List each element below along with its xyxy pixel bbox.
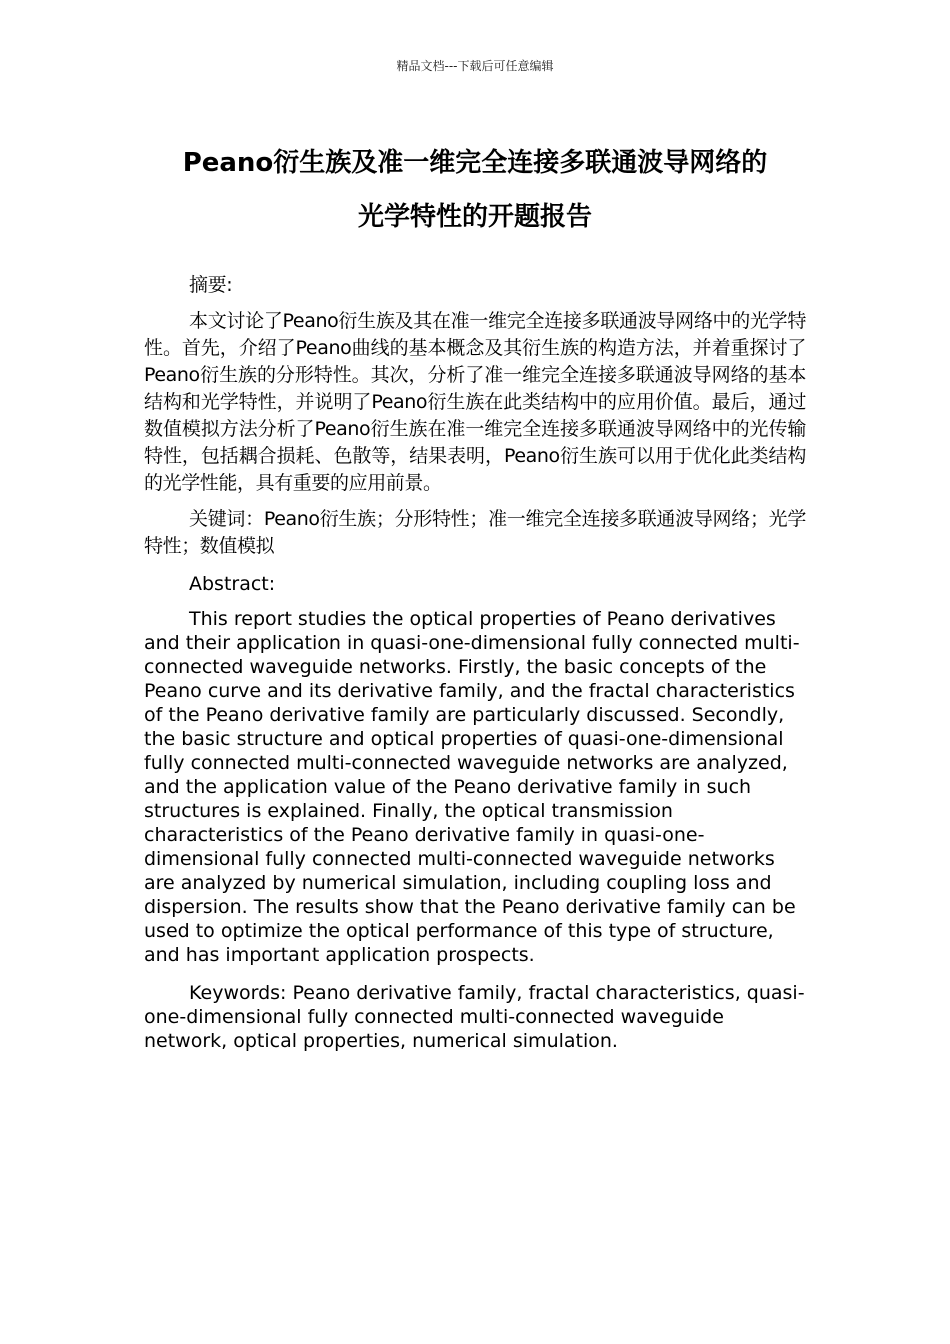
document-title: [120, 136, 830, 244]
abstract-en-body: This report studies the optical properties of Peano derivatives and their application in quasi-one-dimensional fully connected multi-connected waveguide networks. Firstly, the basic concepts of the Peano curve and its derivative family, and the fractal characteristics of the Peano derivative family are particularly discussed. Secondly, the basic structure and optical properties of quasi-one-dimensional fully connected multi-connected waveguide networks are analyzed, and the application value of the Peano derivative family in such structures is explained. Finally, the optical transmission characteristics of the Peano derivative family in quasi-one-dimensional fully connected multi-connected waveguide networks are analyzed by numerical simulation, including coupling loss and dispersion. The results show that the Peano derivative family can be used to optimize the optical performance of this type of structure, and has important application prospects.: [144, 608, 800, 966]
title-line-1: Peano衍生族及准一维完全连接多联通波导网络的: [182, 148, 768, 178]
abstract-cn-body: 本文讨论了Peano衍生族及其在准一维完全连接多联通波导网络中的光学特性。首先，介绍了Peano曲线的基本概念及其衍生族的构造方法，并着重探讨了Peano衍生族的分形特性。其次，分析了准一维完全连接多联通波导网络的基本结构和光学特性，并说明了Peano衍生族在此类结构中的应用价值。最后，通过数值模拟方法分析了Peano衍生族在准一维完全连接多联通波导网络中的光传输特性，包括耦合损耗、色散等，结果表明，Peano衍生族可以用于优化此类结构的光学性能，具有重要的应用前景。: [144, 310, 806, 494]
header-note: 精品文档---下载后可任意编辑: [396, 59, 554, 73]
title-line-2: 光学特性的开题报告: [357, 202, 592, 232]
abstract-cn-label: 摘要:: [189, 274, 233, 296]
abstract-en-label: Abstract:: [189, 573, 276, 595]
keywords-en: Keywords: Peano derivative family, fractal characteristics, quasi-one-dimensional fully connected multi-connected waveguide network, optical properties, numerical simulation.: [144, 982, 805, 1052]
document-body: [144, 270, 806, 1067]
keywords-cn: 关键词：Peano衍生族；分形特性；准一维完全连接多联通波导网络；光学特性；数值模拟: [144, 508, 806, 557]
